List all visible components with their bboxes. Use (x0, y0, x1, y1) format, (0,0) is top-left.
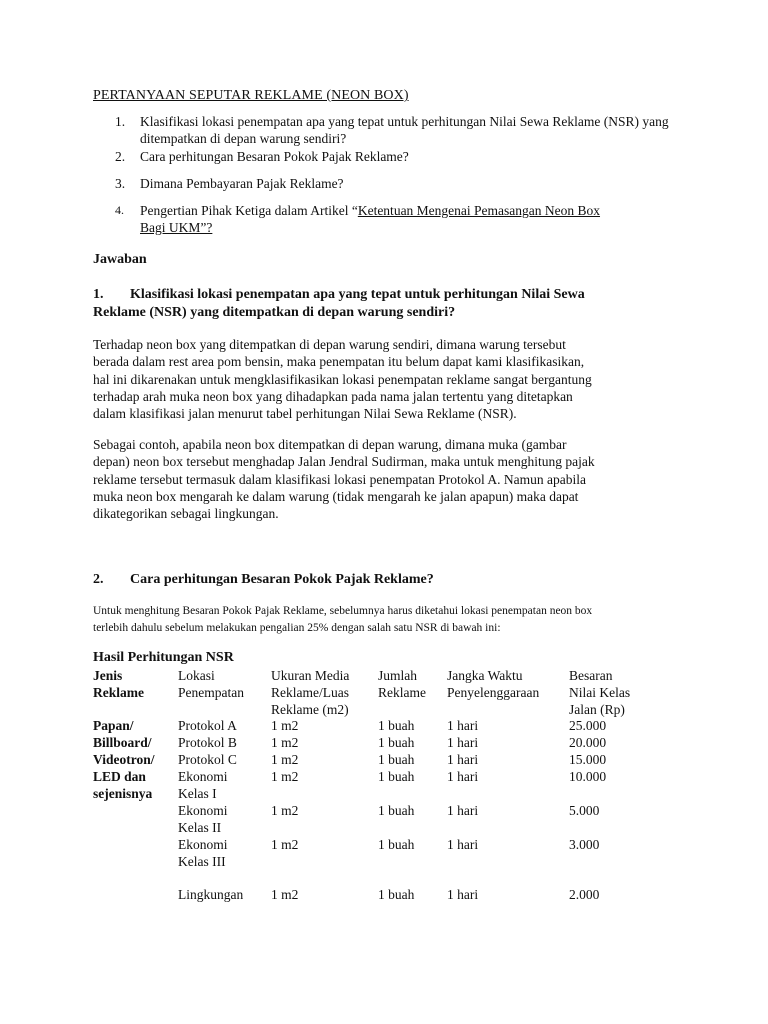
paragraph-line: hal ini dikarenakan untuk mengklasifikasikan lokasi penempatan reklame sangat bergantung (93, 371, 592, 387)
cell-text: Videotron/ (93, 752, 155, 767)
article-link-continued[interactable]: Bagi UKM”? (140, 220, 213, 235)
cell-jangka: 1 hari (447, 769, 479, 784)
cell-besaran: 15.000 (569, 752, 607, 767)
cell-jumlah: 1 buah (378, 718, 415, 733)
cell-lokasi: Protokol B (178, 735, 237, 750)
answer1-paragraph1 (93, 336, 673, 422)
question-number: 1. (115, 114, 126, 129)
cell-text: Ekonomi (178, 769, 228, 784)
paragraph-line: terhadap arah muka neon box yang dihadapkan pada nama jalan tertentu yang ditetapkan (93, 388, 573, 404)
paragraph-line: berada dalam rest area pom bensin, maka penempatan itu belum dapat kami klasifikasikan, (93, 354, 585, 370)
header-text: Reklame (m2) (271, 702, 349, 717)
cell-besaran: 5.000 (569, 803, 600, 818)
cell-text: Papan/ (93, 718, 134, 733)
paragraph-line: terlebih dahulu sebelum melakukan pengalian 25% dengan salah satu NSR di bawah ini: (93, 622, 501, 634)
paragraph-line: dalam klasifikasi jalan menurut tabel perhitungan Nilai Sewa Reklame (NSR). (93, 406, 517, 422)
question-text-prefix: Pengertian Pihak Ketiga dalam Artikel “ (140, 203, 358, 218)
cell-jangka: 1 hari (447, 735, 479, 750)
header-text: Jangka Waktu (447, 668, 523, 683)
article-link[interactable]: Ketentuan Mengenai Pemasangan Neon Box (357, 203, 601, 218)
cell-lokasi (178, 836, 228, 870)
cell-ukuran: 1 m2 (271, 769, 299, 784)
question-text: Dimana Pembayaran Pajak Reklame? (140, 176, 344, 191)
answer1-heading-line2: Reklame (NSR) yang ditempatkan di depan warung sendiri? (93, 305, 456, 320)
paragraph-line: reklame tersebut termasuk dalam klasifikasi lokasi penempatan Protokol A. Namun apabila (93, 471, 586, 487)
answer2-paragraph (93, 603, 673, 637)
cell-text: sejenisnya (93, 786, 153, 801)
paragraph-line: depan) neon box tersebut menghadap Jalan Jendral Sudirman, maka untuk menghitung pajak (93, 454, 595, 470)
cell-text: Kelas III (178, 854, 226, 869)
paragraph-line: Untuk menghitung Besaran Pokok Pajak Reklame, sebelumnya harus diketahui lokasi penempatan neon box (93, 605, 593, 617)
cell-ukuran: 1 m2 (271, 803, 299, 818)
question-text: Cara perhitungan Besaran Pokok Pajak Reklame? (140, 149, 409, 164)
answer1-paragraph2 (93, 436, 673, 522)
header-text: Jenis (93, 668, 123, 683)
jawaban-heading: Jawaban (93, 252, 147, 267)
cell-text: Ekonomi (178, 837, 228, 852)
cell-besaran: 25.000 (569, 718, 607, 733)
header-text: Ukuran Media (271, 668, 350, 683)
table-title: Hasil Perhitungan NSR (93, 650, 234, 665)
header-text: Besaran (569, 668, 613, 683)
cell-text: Billboard/ (93, 735, 152, 750)
cell-jumlah: 1 buah (378, 769, 415, 784)
paragraph-line: dikategorikan sebagai lingkungan. (93, 506, 279, 522)
document-title: PERTANYAAN SEPUTAR REKLAME (NEON BOX) (93, 88, 409, 103)
cell-besaran: 3.000 (569, 837, 600, 852)
cell-ukuran: 1 m2 (271, 718, 299, 733)
question-number: 4. (115, 203, 124, 217)
header-text: Jumlah (378, 668, 417, 683)
cell-ukuran: 1 m2 (271, 837, 299, 852)
header-jenis (93, 667, 144, 701)
cell-besaran: 2.000 (569, 887, 600, 902)
cell-jangka: 1 hari (447, 803, 479, 818)
cell-besaran: 20.000 (569, 735, 607, 750)
cell-lokasi: Protokol A (178, 718, 237, 733)
cell-lokasi (178, 802, 228, 836)
paragraph-line: Sebagai contoh, apabila neon box ditempatkan di depan warung, dimana muka (gambar (93, 437, 567, 452)
cell-jumlah: 1 buah (378, 735, 415, 750)
header-text: Reklame (93, 685, 144, 700)
header-text: Penyelenggaraan (447, 685, 540, 700)
question-number: 3. (115, 176, 126, 191)
cell-jumlah: 1 buah (378, 837, 415, 852)
cell-jangka: 1 hari (447, 887, 479, 902)
header-text: Nilai Kelas (569, 685, 631, 700)
cell-text: LED dan (93, 769, 146, 784)
cell-text: Kelas I (178, 786, 217, 801)
header-jumlah (378, 667, 426, 701)
answer2-heading-number: 2. (93, 572, 104, 587)
paragraph-line: Terhadap neon box yang ditempatkan di depan warung sendiri, dimana warung tersebut (93, 337, 566, 352)
cell-ukuran: 1 m2 (271, 887, 299, 902)
cell-jumlah: 1 buah (378, 752, 415, 767)
cell-jangka: 1 hari (447, 752, 479, 767)
header-text: Penempatan (178, 685, 244, 700)
header-text: Reklame/Luas (271, 685, 349, 700)
cell-lokasi: Lingkungan (178, 887, 244, 902)
cell-besaran: 10.000 (569, 769, 607, 784)
cell-jangka: 1 hari (447, 718, 479, 733)
header-lokasi (178, 667, 244, 701)
header-text: Reklame (378, 685, 426, 700)
question-text: Klasifikasi lokasi penempatan apa yang tepat untuk perhitungan Nilai Sewa Reklame (NSR) yang ditempatkan di depan warung sendiri? (140, 114, 669, 146)
header-text: Lokasi (178, 668, 215, 683)
jenis-value (93, 717, 155, 802)
cell-text: Ekonomi (178, 803, 228, 818)
header-jangka (447, 667, 539, 701)
cell-text: Kelas II (178, 820, 222, 835)
question-text (140, 202, 680, 236)
answer1-heading-line1: Klasifikasi lokasi penempatan apa yang tepat untuk perhitungan Nilai Sewa (130, 287, 585, 302)
cell-lokasi: Protokol C (178, 752, 237, 767)
cell-ukuran: 1 m2 (271, 735, 299, 750)
answer2-heading-text: Cara perhitungan Besaran Pokok Pajak Reklame? (130, 572, 434, 587)
cell-ukuran: 1 m2 (271, 752, 299, 767)
answer1-heading-number: 1. (93, 287, 104, 302)
paragraph-line: muka neon box mengarah ke dalam warung (tidak mengarah ke jalan apapun) maka dapat (93, 488, 579, 504)
cell-lokasi (178, 768, 228, 802)
question-number: 2. (115, 149, 126, 164)
header-text: Jalan (Rp) (569, 702, 625, 717)
header-ukuran (271, 667, 349, 718)
cell-jangka: 1 hari (447, 837, 479, 852)
header-besaran (569, 667, 630, 718)
cell-jumlah: 1 buah (378, 803, 415, 818)
cell-jumlah: 1 buah (378, 887, 415, 902)
